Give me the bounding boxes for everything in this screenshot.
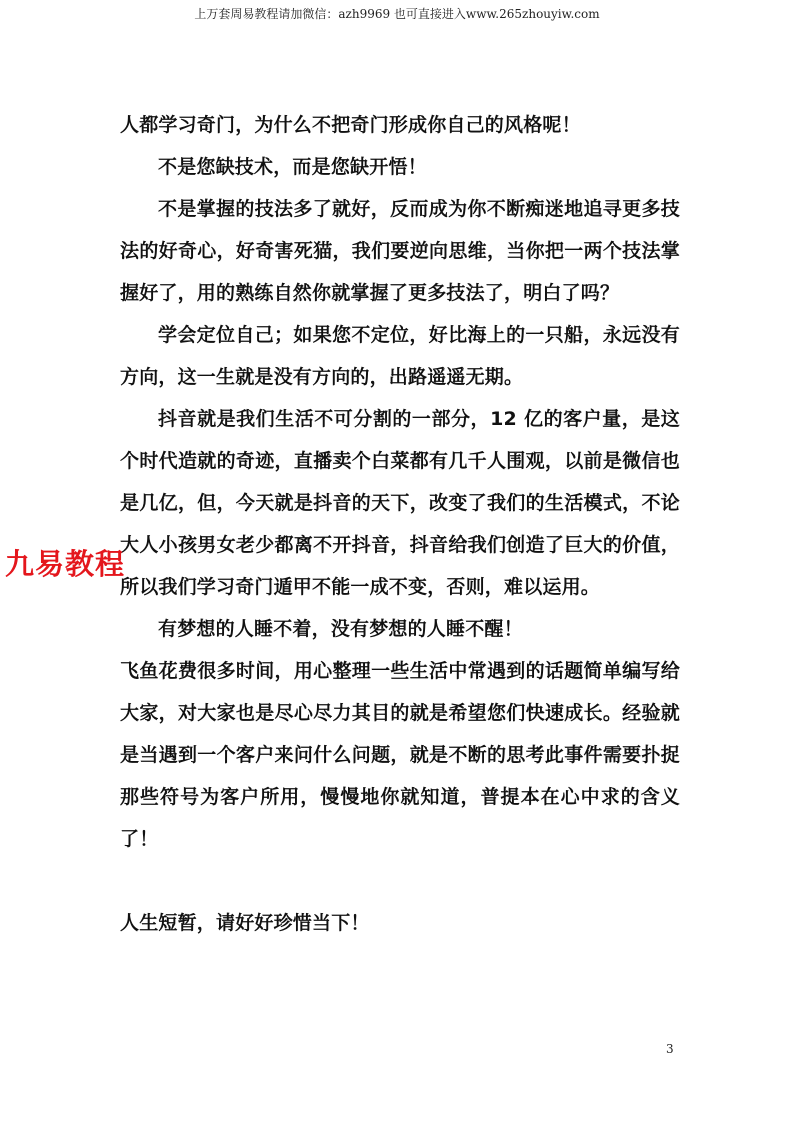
paragraph-spacer: [120, 860, 680, 902]
paragraph-2: 不是您缺技术，而是您缺开悟！: [158, 156, 427, 178]
paragraph-1: 人都学习奇门，为什么不把奇门形成你自己的风格呢！: [120, 114, 581, 136]
watermark-logo: 九易教程: [5, 547, 126, 581]
paragraph-3: 不是掌握的技法多了就好，反而成为你不断痴迷地追寻更多技法的好奇心，好奇害死猫，我们要逆向思维，当你把一两个技法掌握好了，用的熟练自然你就掌握了更多技法了，明白了吗？: [120, 198, 680, 304]
paragraph-7: 飞鱼花费很多时间，用心整理一些生活中常遇到的话题简单编写给大家，对大家也是尽心尽力其目的就是希望您们快速成长。经验就是当遇到一个客户来问什么问题，就是不断的思考此事件需要扑捉那些符号为客户所用，慢慢地你就知道，普提本在心中求的含义了！: [120, 660, 680, 850]
paragraph-5: 抖音就是我们生活不可分割的一部分，12 亿的客户量，是这个时代造就的奇迹，直播卖个白菜都有几千人围观，以前是微信也是几亿，但，今天就是抖音的天下，改变了我们的生活模式，不论大人小孩男女老少都离不开抖音，抖音给我们创造了巨大的价值，所以我们学习奇门遁甲不能一成不变，否则，难以运用。: [120, 408, 680, 598]
document-body: [120, 104, 680, 944]
paragraph-6: 有梦想的人睡不着，没有梦想的人睡不醒！: [158, 618, 523, 640]
paragraph-4: 学会定位自己；如果您不定位，好比海上的一只船，永远没有方向，这一生就是没有方向的，出路遥遥无期。: [120, 324, 680, 388]
header-banner: 上万套周易教程请加微信：azh9969 也可直接进入www.265zhouyiw.com: [194, 7, 600, 21]
page-number: 3: [666, 1042, 674, 1056]
paragraph-8: 人生短暂，请好好珍惜当下！: [120, 912, 370, 934]
